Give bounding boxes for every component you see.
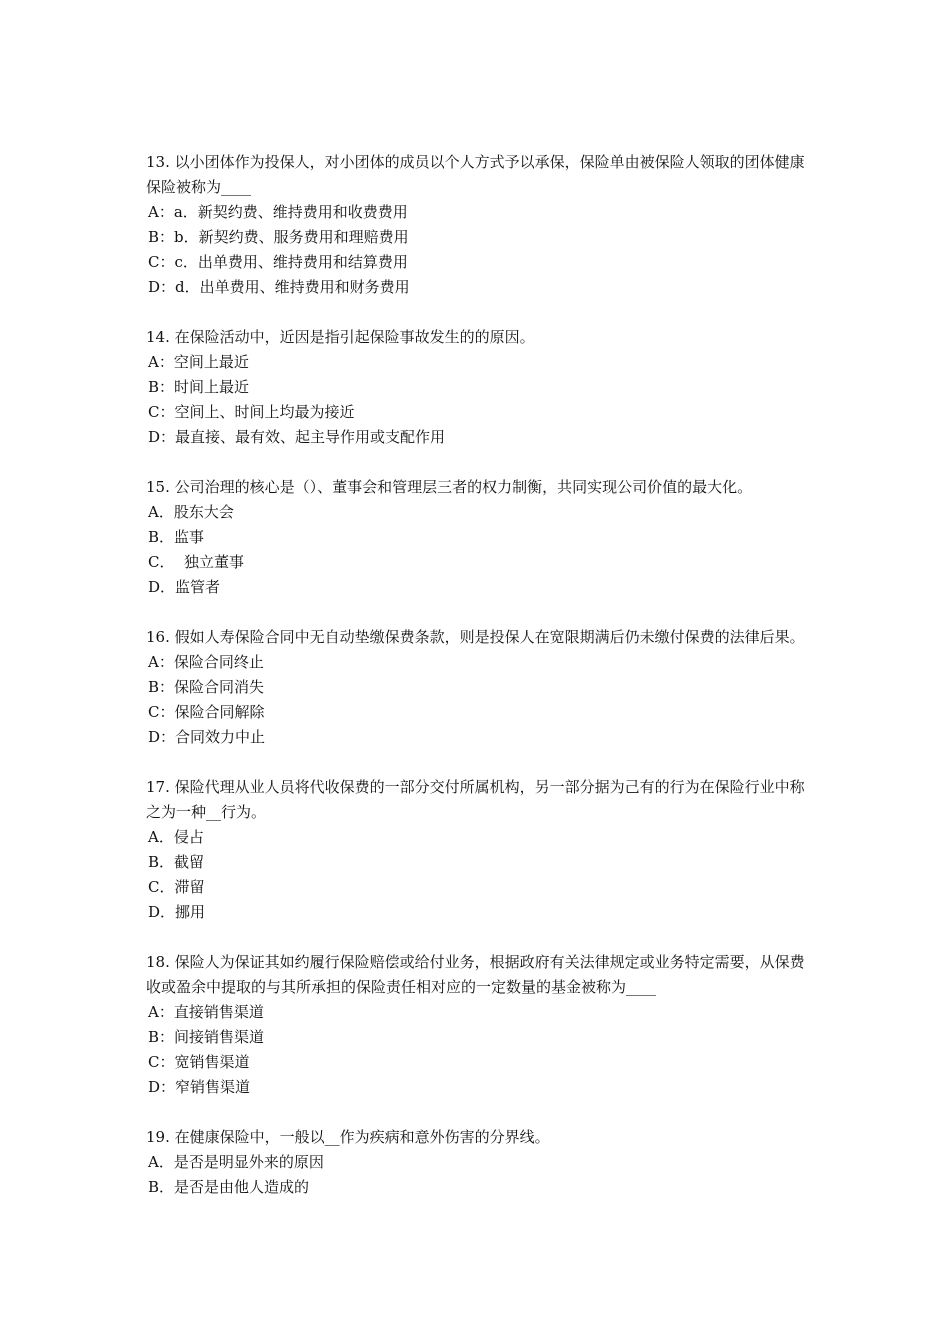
question-stem: 13. 以小团体作为投保人，对小团体的成员以个人方式予以承保，保险单由被保险人领取的团体健康保险被称为____	[146, 153, 805, 196]
question-18	[146, 950, 816, 1100]
option-d: D：合同效力中止	[148, 728, 266, 746]
option-a: A：保险合同终止	[148, 653, 264, 671]
option-d: D．监管者	[148, 578, 221, 596]
option-d: D：窄销售渠道	[148, 1078, 251, 1096]
option-c: C：保险合同解除	[148, 703, 265, 721]
option-b: B．截留	[148, 853, 205, 871]
option-b: B：间接销售渠道	[148, 1028, 265, 1046]
question-stem: 18. 保险人为保证其如约履行保险赔偿或给付业务，根据政府有关法律规定或业务特定需要，从保费收或盈余中提取的与其所承担的保险责任相对应的一定数量的基金被称为____	[146, 953, 805, 996]
question-17	[146, 775, 816, 925]
question-list	[146, 150, 816, 1225]
option-a: A．侵占	[148, 828, 204, 846]
question-stem: 16. 假如人寿保险合同中无自动垫缴保费条款，则是投保人在宽限期满后仍未缴付保费的法律后果。	[146, 628, 805, 646]
question-stem: 15. 公司治理的核心是（）、董事会和管理层三者的权力制衡，共同实现公司价值的最大化。	[146, 478, 753, 496]
option-b: B．监事	[148, 528, 205, 546]
option-c: C：宽销售渠道	[148, 1053, 250, 1071]
question-stem: 19. 在健康保险中，一般以__作为疾病和意外伤害的分界线。	[146, 1128, 550, 1146]
option-c: C． 独立董事	[148, 553, 245, 571]
question-stem: 14. 在保险活动中，近因是指引起保险事故发生的的原因。	[146, 328, 535, 346]
option-d: D．挪用	[148, 903, 206, 921]
option-b: B：保险合同消失	[148, 678, 265, 696]
option-b: B：时间上最近	[148, 378, 250, 396]
option-a: A：空间上最近	[148, 353, 249, 371]
option-a: A．股东大会	[148, 503, 234, 521]
option-c: C：c．出单费用、维持费用和结算费用	[148, 253, 408, 271]
option-d: D：最直接、最有效、起主导作用或支配作用	[148, 428, 446, 446]
option-b: B．是否是由他人造成的	[148, 1178, 310, 1196]
question-stem: 17. 保险代理从业人员将代收保费的一部分交付所属机构，另一部分据为己有的行为在保险行业中称之为一种__行为。	[146, 778, 805, 821]
question-14	[146, 325, 816, 450]
option-d: D：d．出单费用、维持费用和财务费用	[148, 278, 410, 296]
option-a: A．是否是明显外来的原因	[148, 1153, 324, 1171]
question-15	[146, 475, 816, 600]
question-16	[146, 625, 816, 750]
option-a: A：直接销售渠道	[148, 1003, 264, 1021]
option-c: C．滞留	[148, 878, 205, 896]
question-13	[146, 150, 816, 300]
option-a: A：a．新契约费、维持费用和收费费用	[148, 203, 408, 221]
question-19	[146, 1125, 816, 1200]
option-c: C：空间上、时间上均最为接近	[148, 403, 355, 421]
option-b: B：b．新契约费、服务费用和理赔费用	[148, 228, 409, 246]
